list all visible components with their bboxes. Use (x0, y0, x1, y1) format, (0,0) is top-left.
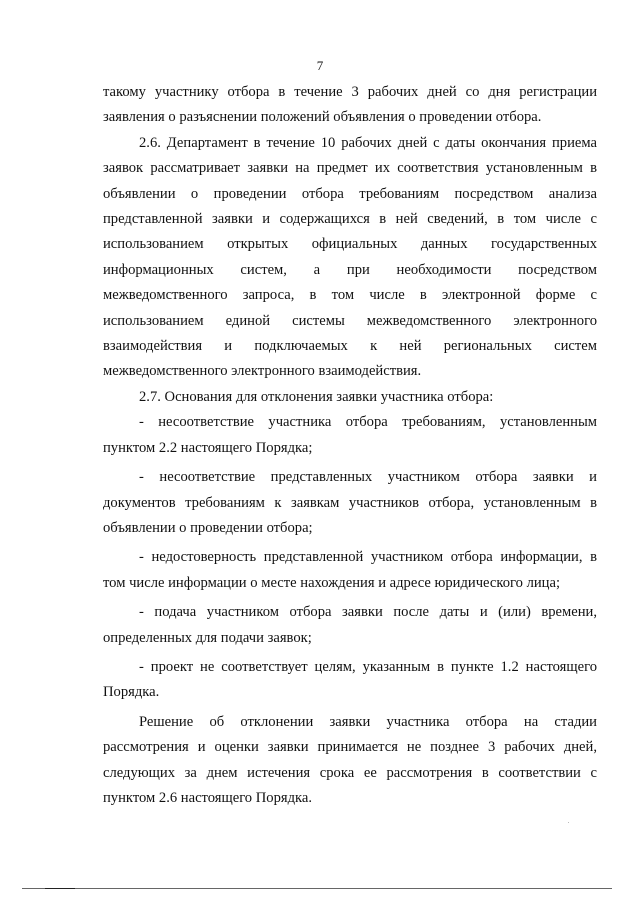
footer-divider (22, 888, 612, 889)
paragraph-2-6: 2.6. Департамент в течение 10 рабочих дней с даты окончания приема заявок рассматривает заявки на предмет их соответствия установленным в объявлении о проведении отбора требованиям посредством анализа представленной заявки и содержащихся в ней сведений, в том числе с использованием открытых официальных данных государственных информационных систем, а при необходимости посредством межведомственного запроса, в том числе в электронной форме с использованием единой системы межведомственного электронного взаимодействия и подключаемых к ней региональных систем межведомственного электронного взаимодействия. (103, 134, 597, 380)
list-item-rejection-reason-4: - подача участником отбора заявки после даты и (или) времени, определенных для подачи заявок; (103, 604, 597, 646)
list-item-rejection-reason-5: - проект не соответствует целям, указанным в пункте 1.2 настоящего Порядка. (103, 658, 597, 701)
paragraph-continuation: такому участнику отбора в течение 3 рабочих дней со дня регистрации заявления о разъяснении положений объявления о проведении отбора. (103, 84, 597, 126)
paragraph-rejection-decision: Решение об отклонении заявки участника отбора на стадии рассмотрения и оценки заявки принимается не позднее 3 рабочих дней, следующих за днем истечения срока ее рассмотрения в соответствии с пунктом 2.6 настоящего Порядка. (103, 713, 597, 806)
list-item-rejection-reason-2: - несоответствие представленных участником отбора заявки и документов требованиям к заявкам участников отбора, установленным в объявлении о проведении отбора; (103, 469, 597, 536)
page-number: 7 (316, 58, 324, 73)
footer-divider-accent (45, 888, 75, 889)
list-item-rejection-reason-1: - несоответствие участника отбора требованиям, установленным пунктом 2.2 настоящего Порядка; (103, 414, 597, 456)
document-body (103, 80, 597, 811)
scan-dot (568, 822, 569, 823)
list-item-rejection-reason-3: - недостоверность представленной участником отбора информации, в том числе информации о месте нахождения и адресе юридического лица; (103, 549, 597, 591)
paragraph-2-7: 2.7. Основания для отклонения заявки участника отбора: (139, 388, 494, 405)
